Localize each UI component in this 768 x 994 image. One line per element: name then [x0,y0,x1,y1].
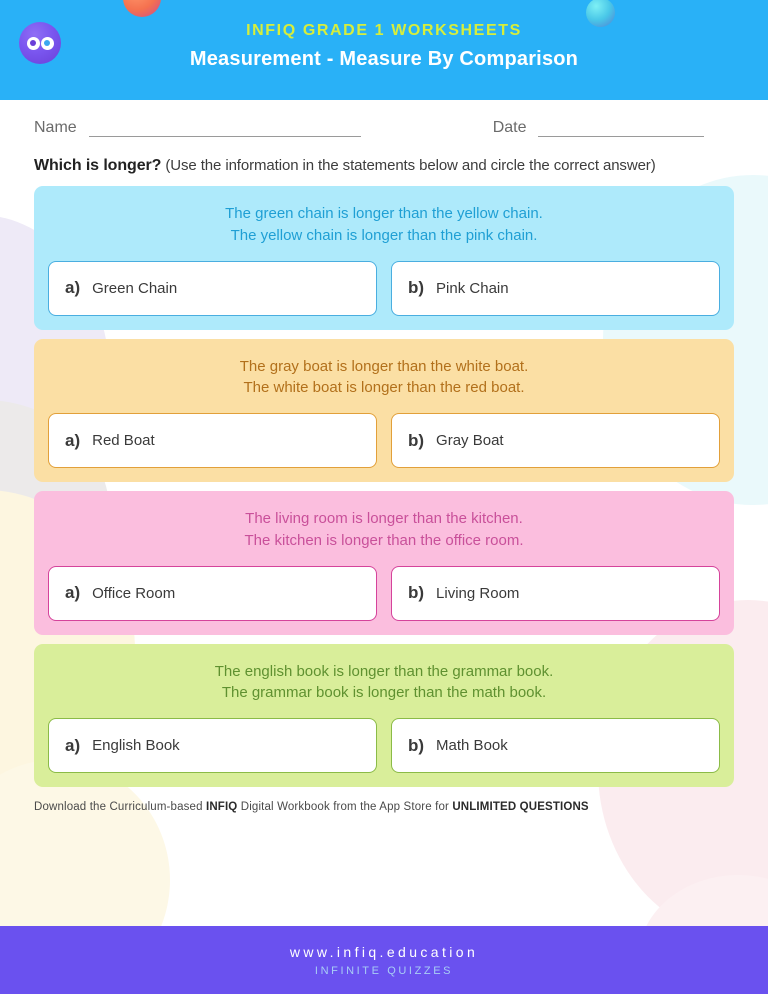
option-letter: a) [65,278,81,297]
answer-option-a[interactable] [48,261,377,316]
worksheet-kicker: INFIQ GRADE 1 WORKSHEETS [246,22,522,39]
option-letter: b) [408,583,425,602]
option-letter: b) [408,430,425,450]
footer-website-url[interactable]: www.infiq.education [289,943,479,960]
worksheet-header [0,0,768,100]
question-panel [34,339,734,483]
option-label: Gray Boat [436,432,504,449]
download-note [34,801,734,813]
question-panel [34,186,734,330]
question-panel [34,491,734,635]
option-label: Living Room [436,584,520,602]
answer-options [48,413,720,468]
option-letter: a) [65,735,81,755]
answer-option-b[interactable] [391,261,720,316]
download-note-part-1: Download the Curriculum-based [34,801,206,813]
download-note-part-2: Digital Workbook from the App Store for [237,801,453,813]
date-input[interactable] [538,124,704,137]
date-label: Date [492,119,527,136]
student-meta-row [34,119,734,137]
worksheet-title: Measurement - Measure By Comparison [189,48,579,70]
statement-line-1: The green chain is longer than the yellow chain. [225,205,543,222]
option-letter: b) [408,278,425,297]
answer-option-b[interactable] [391,566,720,621]
statement-line-2: The yellow chain is longer than the pink chain. [230,226,538,244]
question-panel-list [34,186,734,787]
name-label: Name [34,119,77,136]
option-label: Red Boat [92,432,155,449]
name-input[interactable] [89,124,361,137]
prompt-question: Which is longer? [34,157,162,174]
option-label: Office Room [92,584,176,602]
option-label: Math Book [436,737,508,754]
question-prompt [34,157,734,175]
answer-option-a[interactable] [48,413,377,468]
statement-line-2: The kitchen is longer than the office room. [244,531,524,549]
statement-line-2: The grammar book is longer than the math book. [221,684,547,702]
answer-options [48,261,720,316]
worksheet-footer [0,926,768,994]
question-panel [34,644,734,788]
statement-line-2: The white boat is longer than the red boat. [243,379,525,397]
statement-line-1: The english book is longer than the grammar book. [214,662,554,680]
option-letter: a) [65,430,81,450]
header-text-group [0,0,768,71]
answer-option-a[interactable] [48,718,377,773]
answer-options [48,566,720,621]
download-note-emphasis: UNLIMITED QUESTIONS [452,801,589,813]
answer-option-b[interactable] [391,413,720,468]
option-label: Green Chain [92,279,178,297]
statement-line-1: The living room is longer than the kitchen. [245,510,523,527]
option-letter: a) [65,583,81,602]
answer-option-b[interactable] [391,718,720,773]
prompt-instruction: (Use the information in the statements below and circle the correct answer) [165,157,656,174]
statement-line-1: The gray boat is longer than the white boat. [239,357,529,375]
option-label: English Book [92,737,180,754]
answer-options [48,718,720,773]
option-label: Pink Chain [436,279,509,297]
footer-tagline: INFINITE QUIZZES [314,964,454,977]
worksheet-body [0,119,768,813]
download-note-brand: INFIQ [205,801,238,813]
option-letter: b) [408,735,425,755]
answer-option-a[interactable] [48,566,377,621]
